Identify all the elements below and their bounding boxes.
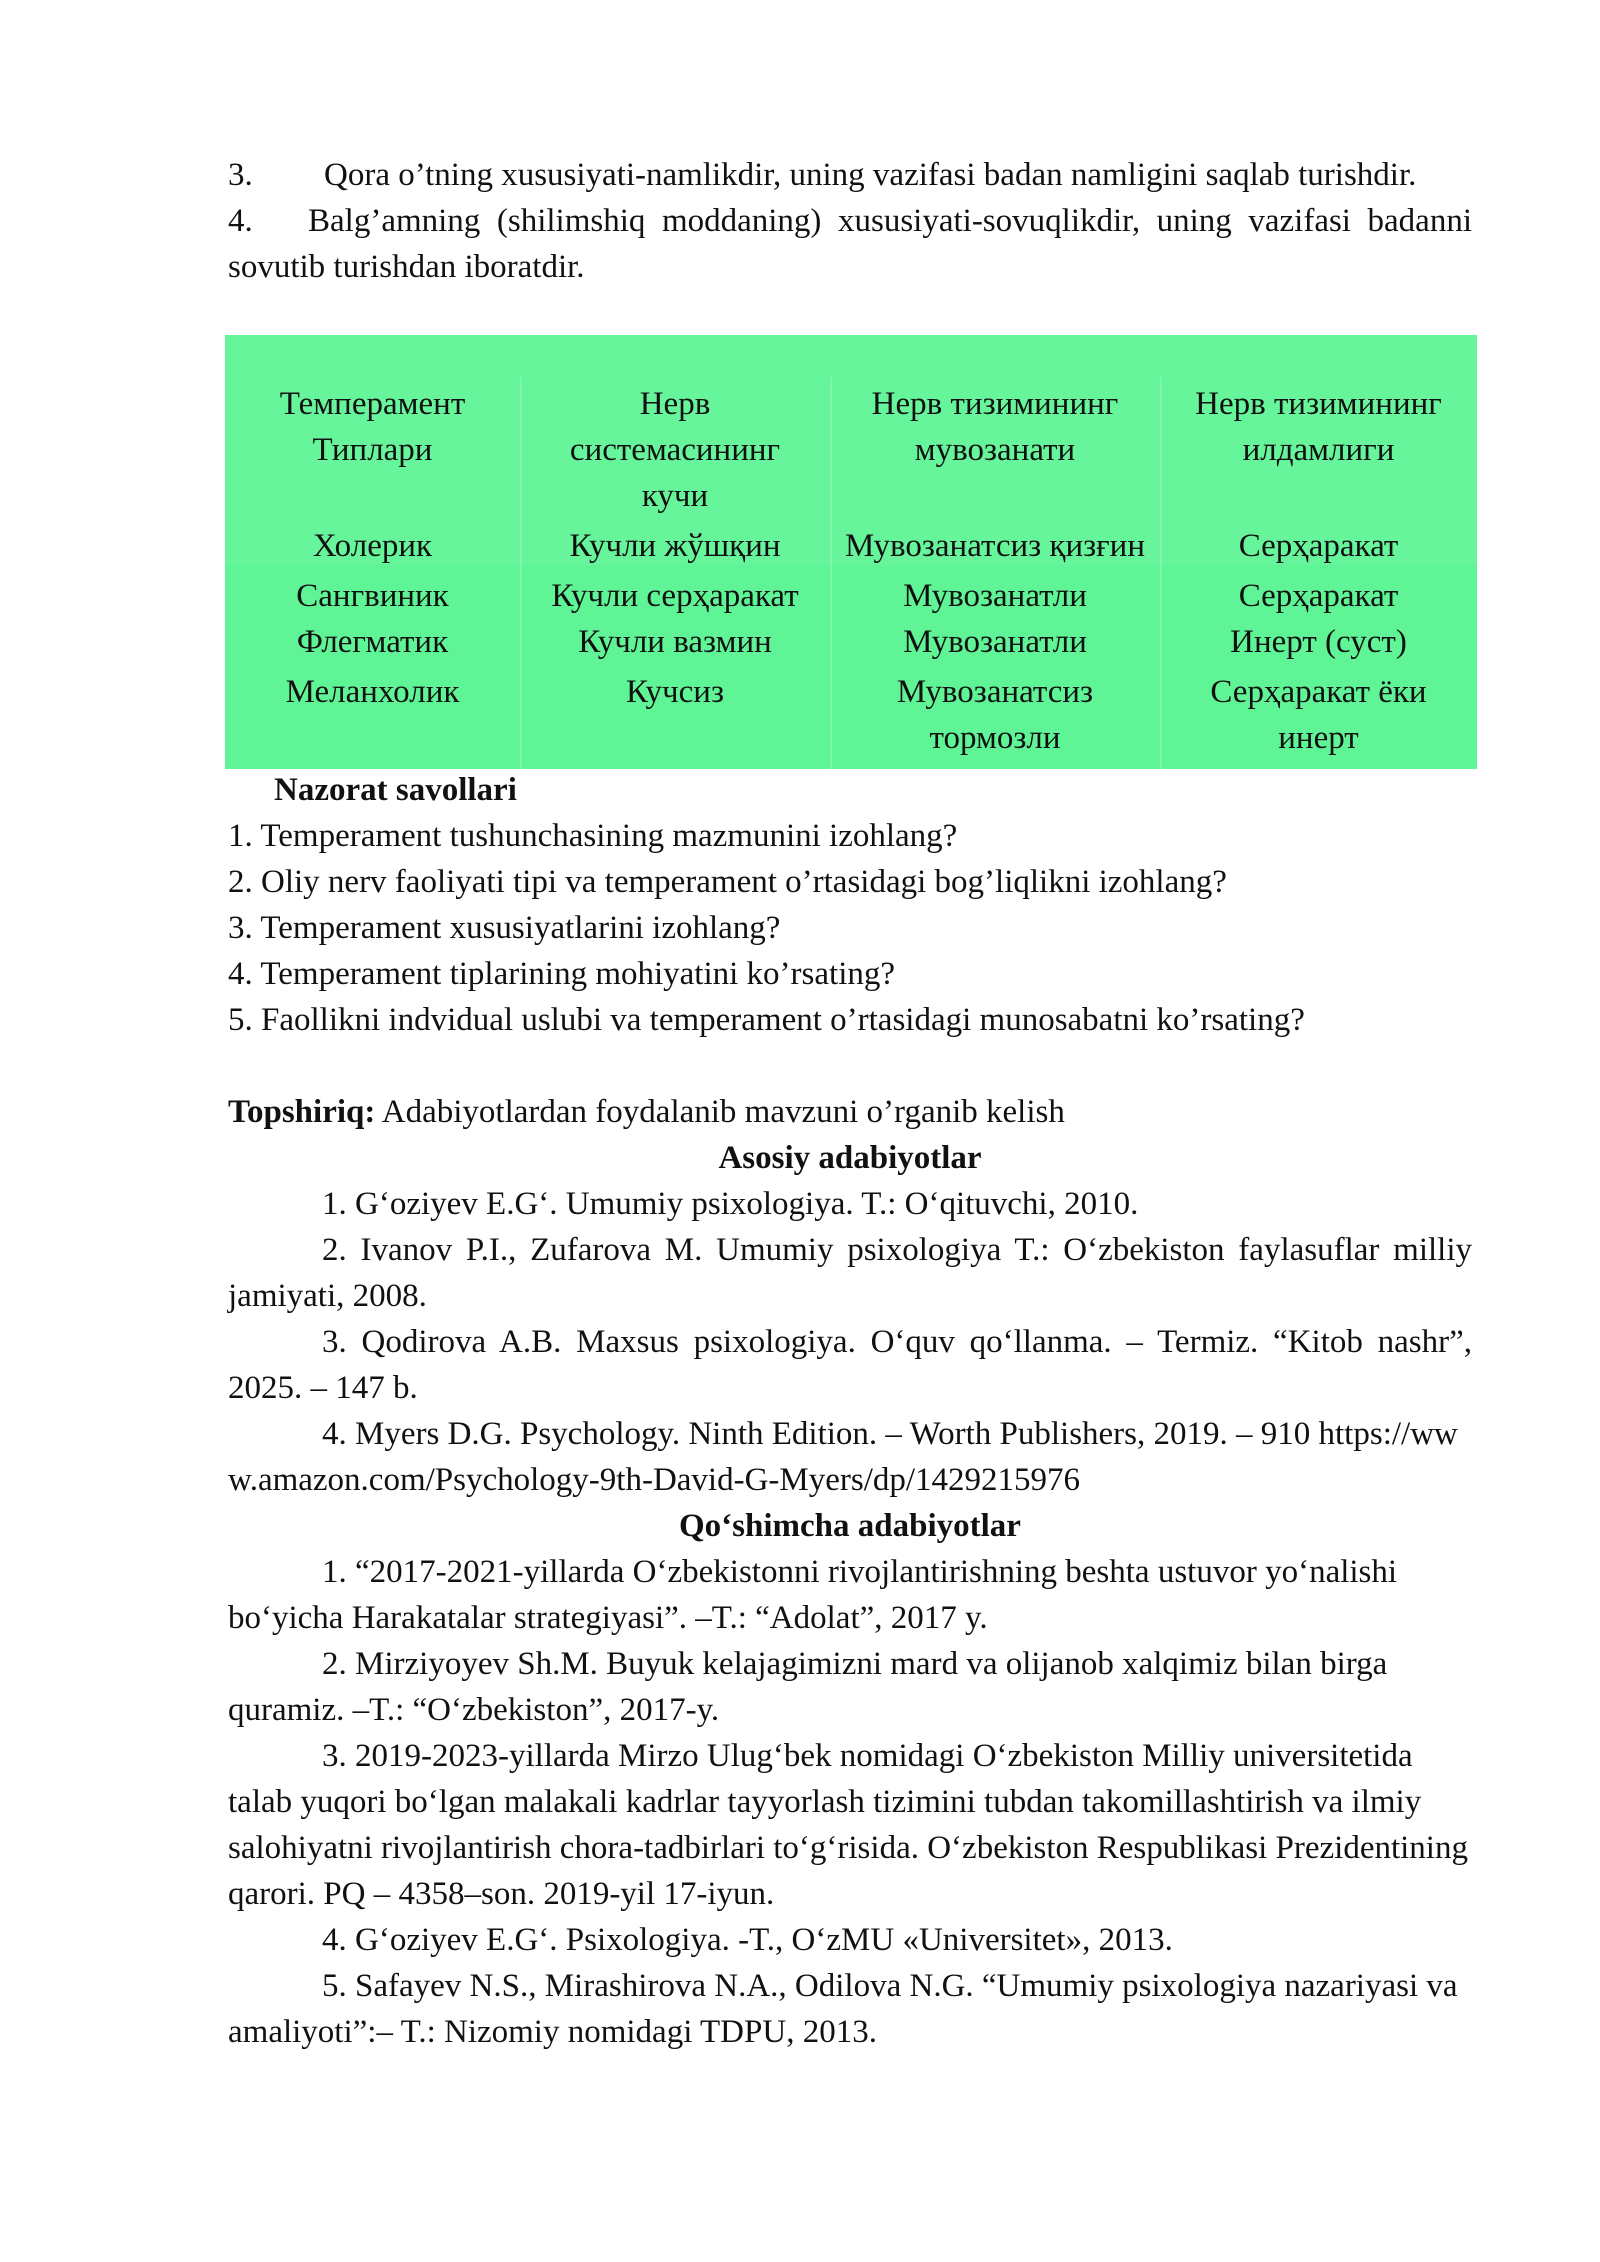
table-cell: Инерт (суст) [1230, 624, 1407, 660]
literature-item: 2. Mirziyoyev Sh.M. Buyuk kelajagimizni mard va olijanob xalqimiz bilan birga quramiz. –T.: “O‘zbekiston”, 2017-y. [228, 1646, 1388, 1728]
table-cell: Флегматик [296, 624, 449, 660]
table-cell: Мувозанатсиз тормозли [896, 674, 1094, 756]
main-literature-title: Asosiy adabiyotlar [718, 1140, 982, 1176]
literature-item: 3. 2019-2023-yillarda Mirzo Ulug‘bek nomidagi O‘zbekiston Milliy universitetida talab yuqori bo‘lgan malakali kadrlar tayyorlash tizimini tubdan takomillashtirish va ilmiy salohiyatni rivojlantirish chora-tadbirlari to‘g‘risida. O‘zbekiston Respublikasi Prezidentining qarori. PQ – 4358–son. 2019-yil 17-iyun. [228, 1738, 1468, 1912]
table-header-cell: Нерв тизимининг мувозанати [871, 386, 1119, 468]
table-cell: Мувозанатли [903, 624, 1087, 660]
table-cell: Мувозанатсиз қизғин [844, 528, 1145, 564]
table-grid [225, 381, 1477, 761]
question-item: 1. Temperament tushunchasining mazmunini izohlang? [228, 818, 958, 854]
intro-text: Balg’amning (shilimshiq moddaning) xususiyati-sovuqlikdir, uning vazifasi badanni sovutib turishdan iboratdir. [228, 203, 1472, 285]
question-item: 3. Temperament xususiyatlarini izohlang? [228, 910, 781, 946]
task-text: Adabiyotlardan foydalanib mavzuni o’rganib kelish [375, 1094, 1065, 1130]
literature-item: 2. Ivanov P.I., Zufarova M. Umumiy psixologiya T.: O‘zbekiston faylasuflar milliy jamiyati, 2008. [228, 1232, 1472, 1314]
task-line [228, 1089, 1472, 1135]
intro-section [228, 152, 1472, 290]
question-item: 2. Oliy nerv faoliyati tipi va temperament o’rtasidagi bog’liqlikni izohlang? [228, 864, 1227, 900]
literature-item: 1. G‘oziyev E.G‘. Umumiy psixologiya. T.: O‘qituvchi, 2010. [322, 1186, 1139, 1222]
table-cell: Сангвиник [296, 578, 449, 614]
literature-item: 4. G‘oziyev E.G‘. Psixologiya. -T., O‘zMU «Universitet», 2013. [322, 1922, 1173, 1958]
literature-item: 3. Qodirova A.B. Maxsus psixologiya. O‘quv qo‘llanma. – Termiz. “Kitob nashr”, 2025. – 147 b. [228, 1324, 1472, 1406]
table-row [225, 669, 1477, 761]
table-header-cell: Нерв тизимининг илдамлиги [1195, 386, 1442, 468]
question-item: 5. Faollikni indvidual uslubi va temperament o’rtasidagi munosabatni ko’rsating? [228, 1002, 1305, 1038]
table-cell: Кучсиз [626, 674, 724, 710]
table-cell: Кучли вазмин [578, 624, 772, 660]
question-item: 4. Temperament tiplarining mohiyatini ko’rsating? [228, 956, 896, 992]
table-cell: Холерик [312, 528, 433, 564]
extra-literature-title: Qo‘shimcha adabiyotlar [679, 1508, 1021, 1544]
literature-item: 4. Myers D.G. Psychology. Ninth Edition. – Worth Publishers, 2019. – 910 https://www.amazon.com/Psychology-9th-David-G-Myers/dp/1429215976 [228, 1416, 1458, 1498]
questions-title: Nazorat savollari [274, 772, 517, 808]
table-cell: Серҳаракат ёки инерт [1210, 674, 1427, 756]
table-cell: Кучли жўшқин [569, 528, 781, 564]
table-row [225, 573, 1477, 619]
table-header-row [225, 381, 1477, 519]
intro-number: 3. [228, 157, 253, 193]
intro-paragraph-4 [228, 198, 1472, 290]
table-cell: Серҳаракат [1238, 578, 1399, 614]
extra-literature-section [228, 1503, 1472, 2055]
task-section [228, 1089, 1472, 1135]
questions-section [228, 767, 1472, 1043]
literature-item: 1. “2017-2021-yillarda O‘zbekistonni rivojlantirishning beshta ustuvor yo‘nalishi bo‘yicha Harakatalar strategiyasi”. –T.: “Adolat”, 2017 y. [228, 1554, 1398, 1636]
table-row [225, 619, 1477, 665]
table-cell: Мувозанатли [903, 578, 1087, 614]
table-cell: Кучли серҳаракат [551, 578, 799, 614]
main-literature-section [228, 1135, 1472, 1503]
intro-number: 4. [228, 203, 253, 239]
table-cell: Серҳаракат [1238, 528, 1399, 564]
temperament-table [225, 335, 1477, 769]
literature-item: 5. Safayev N.S., Mirashirova N.A., Odilova N.G. “Umumiy psixologiya nazariyasi va amaliyoti”:– T.: Nizomiy nomidagi TDPU, 2013. [228, 1968, 1458, 2050]
table-cell: Меланхолик [285, 674, 460, 710]
task-label: Topshiriq: [228, 1094, 376, 1130]
table-row [225, 523, 1477, 569]
table-top-band [225, 335, 1477, 380]
intro-text: Qora o’tning xususiyati-namlikdir, uning vazifasi badan namligini saqlab turishdir. [324, 157, 1417, 193]
intro-paragraph-3 [228, 152, 1472, 198]
table-header-cell: Темперамент Типлари [279, 386, 466, 468]
table-header-cell: Нерв системасининг кучи [569, 386, 781, 514]
